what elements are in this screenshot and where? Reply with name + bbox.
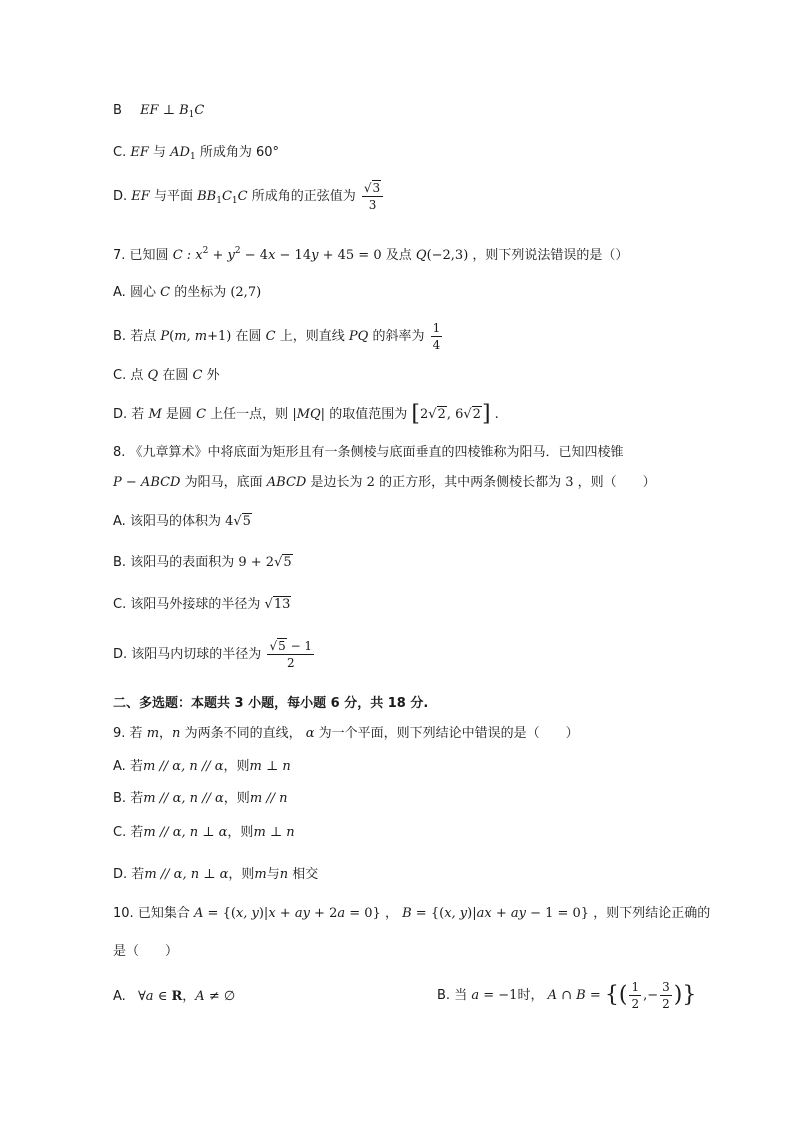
math-n: n [279, 867, 289, 882]
option-label: B. [113, 791, 127, 806]
math-abs-mq: |MQ| [292, 407, 326, 422]
option-label: A. [113, 989, 126, 1004]
q9-option-c [113, 823, 295, 843]
math-a-nonempty: A ≠ ∅ [195, 989, 236, 1004]
q8-stem-line2 [113, 473, 656, 493]
math-4sqrt5: 4√5 [225, 514, 251, 529]
math-sqrt13: √13 [264, 597, 291, 612]
math-cond: m // α, n ⊥ α [144, 867, 229, 882]
text: 若点 [130, 329, 157, 344]
text: 所成角的正弦值为 [251, 189, 356, 204]
math-q: Q [147, 368, 159, 383]
option-label: C. [113, 597, 127, 612]
q10-option-a: A. ∀a ∈ R，A ≠ ∅ [113, 989, 236, 1004]
text: 相交 [292, 867, 319, 882]
option-label: B [113, 103, 122, 118]
text: 圆心 [129, 285, 156, 300]
math-c: C [196, 407, 207, 422]
math-c: C [265, 329, 276, 344]
q8-option-a [113, 512, 252, 532]
text: ，则下列结论正确的 [593, 906, 711, 921]
math-point-q: Q(−2,3) [415, 248, 469, 263]
text: 若 [131, 407, 145, 422]
text: 的取值范围为 [329, 407, 408, 422]
q8-option-d [113, 638, 316, 672]
text: 外 [206, 368, 220, 383]
math-set-a: A = {(x, y)|x + ay + 2a = 0} [193, 906, 381, 921]
q9-option-b [113, 789, 288, 809]
math-intersection: A ∩ B = [547, 988, 601, 1003]
text: 为两条不同的直线， [184, 726, 302, 741]
text: ，则下列说法错误的是（） [472, 248, 629, 263]
text: ，则 [228, 867, 255, 882]
q10-option-b [437, 978, 696, 1014]
text: 的坐标为 [174, 285, 227, 300]
option-label: B. [113, 555, 127, 570]
q9-option-d [113, 865, 318, 885]
math-point-set: {( $\frac{1}{2}$ ,− $\frac{3}{2}$ )} [604, 980, 697, 1011]
text: 该阳马外接球的半径为 [130, 597, 261, 612]
text: 若 [129, 726, 143, 741]
q6-option-d [113, 180, 385, 217]
math-2: 2 [366, 475, 375, 490]
math-3: 3 [565, 475, 574, 490]
math-interval: [2√2, 6√2] . [411, 401, 499, 427]
q7-option-b [113, 320, 444, 353]
text: ，则 [223, 791, 250, 806]
fraction-sqrt3-over-3: $\frac{√3}{3}$ [362, 180, 383, 213]
text: 该阳马内切球的半径为 [131, 647, 262, 662]
math-result: m // n [249, 791, 288, 806]
text: 当 [454, 988, 468, 1003]
math-m-n: m [146, 726, 160, 741]
text: 点 [130, 368, 144, 383]
text: 是边长为 [310, 475, 363, 490]
math-ad1: $AD_1$ [170, 145, 196, 162]
q6-option-c [113, 143, 279, 167]
q7-option-d [113, 401, 499, 427]
option-label: B. [437, 988, 451, 1003]
text: 在圆 [235, 329, 262, 344]
text: 该阳马的体积为 [129, 514, 221, 529]
question-number: 10. [113, 906, 134, 921]
option-label: C. [113, 368, 127, 383]
text: 与 [153, 145, 167, 160]
math-result: m ⊥ n [249, 759, 291, 774]
q10-stem [113, 904, 710, 924]
text: 已知圆 [129, 248, 169, 263]
option-label: A. [113, 759, 126, 774]
text: ，则 [223, 759, 250, 774]
math-cond: m // α, n // α [143, 791, 224, 806]
math-m: M [148, 407, 162, 422]
text: 若 [130, 825, 144, 840]
option-label: A. [113, 514, 126, 529]
text: 时， [517, 988, 544, 1003]
option-label: D. [113, 189, 128, 204]
text: 与 [266, 867, 280, 882]
text: 所成角为 60° [199, 145, 280, 160]
q10-stem-line2: 是（ ） [113, 944, 179, 959]
math-c: C [192, 368, 203, 383]
math-coordinates: (2,7) [230, 285, 262, 300]
fraction-sqrt5-minus-1-over-2: $\frac{√5 - 1}{2}$ [269, 639, 313, 670]
text: 的斜率为 [372, 329, 425, 344]
question-number: 7. [113, 248, 126, 263]
math-m: m [254, 867, 267, 882]
math-set-b: B = {(x, y)|ax + ay − 1 = 0} [402, 906, 590, 921]
math-result: m ⊥ n [253, 825, 295, 840]
math-base: ABCD [266, 475, 307, 490]
math-cond: m // α, n // α [142, 759, 224, 774]
text: 已知集合 [137, 906, 190, 921]
text: 的正方形，其中两条侧棱长都为 [379, 475, 562, 490]
math-cond: m // α, n ⊥ α [143, 825, 228, 840]
q8-option-c [113, 595, 291, 615]
q8-stem-line1: 8. 《九章算术》中将底面为矩形且有一条侧棱与底面垂直的四棱锥称为阳马．已知四棱锥 [113, 445, 624, 460]
text: ， [384, 906, 398, 921]
option-label: B. [113, 329, 127, 344]
option-label: D. [113, 407, 128, 422]
q7-option-c [113, 366, 220, 386]
q6-option-b-expr: EF ⊥ $B_1C$ [140, 103, 205, 120]
text: 若 [130, 791, 144, 806]
option-label: A. [113, 285, 126, 300]
math-circle-eq: C : $x^2 + y^2 - 4x - 14y + 45 = 0$ [172, 246, 382, 263]
text: 若 [131, 867, 145, 882]
math-plane: $BB_1C_1C$ [197, 189, 248, 206]
math-alpha: α [305, 726, 315, 741]
option-label: D. [113, 867, 128, 882]
q9-stem: 9. 若 m，n 为两条不同的直线， α 为一个平面，则下列结论中错误的是（ ） [113, 726, 579, 741]
text: 上，则直线 [279, 329, 345, 344]
math-a-eq: a = −1 [471, 988, 518, 1003]
q8-option-b [113, 553, 293, 573]
text: ，则 [227, 825, 254, 840]
math-ef: EF [131, 189, 150, 204]
q7-option-a [113, 283, 261, 303]
option-label: C. [113, 145, 127, 160]
math-ef: EF [130, 145, 149, 160]
text: 及点 [385, 248, 412, 263]
text: 为一个平面，则下列结论中错误的是（ ） [318, 726, 579, 741]
option-label: D. [113, 647, 128, 662]
q7-stem [113, 241, 628, 266]
option-label: C. [113, 825, 127, 840]
text: 若 [129, 759, 143, 774]
q6-option-b [113, 101, 204, 125]
text: 该阳马的表面积为 [130, 555, 235, 570]
text: 在圆 [162, 368, 189, 383]
fraction-one-quarter: $\frac{1}{4}$ [432, 321, 441, 352]
q9-option-a [113, 757, 291, 777]
question-number: 9. [113, 726, 126, 741]
math-forall: ∀a ∈ R [137, 989, 183, 1004]
math-pyramid: P − ABCD [113, 475, 181, 490]
math-pq: PQ [348, 329, 369, 344]
text: 是圆 [165, 407, 192, 422]
section-2-title: 二、多选题：本题共 3 小题，每小题 6 分，共 18 分. [113, 696, 429, 711]
text: ，则（ ） [577, 475, 656, 490]
math-c: C [160, 285, 171, 300]
text: 上任一点，则 [210, 407, 289, 422]
text: 为阳马，底面 [184, 475, 263, 490]
math-point-p: P(m, m+1) [160, 329, 232, 344]
text: 与平面 [153, 189, 193, 204]
math-9plus2sqrt5: 9 + 2√5 [238, 555, 292, 570]
